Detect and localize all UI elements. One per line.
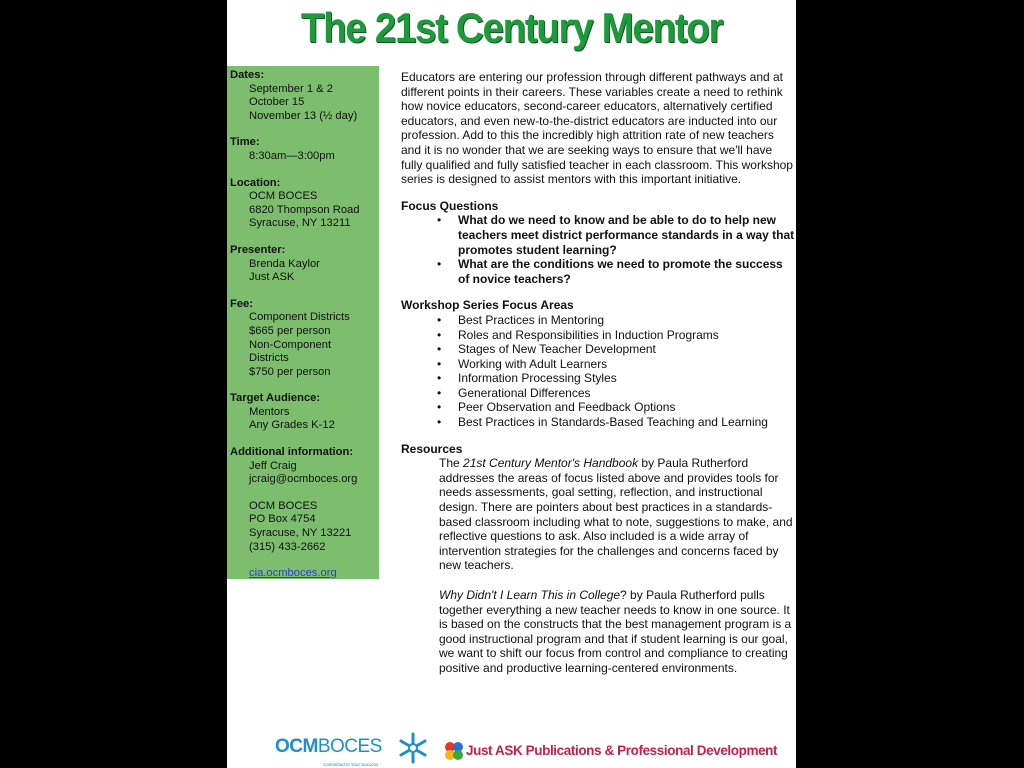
time-value: 8:30am—3:00pm <box>249 149 335 162</box>
resource-text: ? by Paula Rutherford pulls together everything a new teacher needs to know in one source. It is based on the constructs that the best management program is a good instructional program and that if student learning is our goal, we want to shift our focus from control and compliance to creating positive and productive learning-centered environments. <box>439 588 792 675</box>
address-line: Syracuse, NY 13221 <box>249 527 352 540</box>
contact-name: Jeff Craig <box>249 459 297 472</box>
location-value: Syracuse, NY 13211 <box>249 217 351 230</box>
resource-title: 21st Century Mentor's Handbook <box>463 456 639 471</box>
location-value: OCM BOCES <box>249 190 318 203</box>
fee-value: Districts <box>249 352 289 365</box>
just-ask-wordmark: Just ASK Publications & Professional Development <box>466 743 778 758</box>
resource-text: by Paula Rutherford addresses the areas of focus listed above and provides tools for needs assessments, goal setting, reflection, and instructional design. There are pointers about best practices in a standards-based classroom including what to note, suggestions to make, and reflective questions to ask. Also included is a wide array of intervention strategies for the challenges and concerns faced by new teachers. <box>439 456 793 573</box>
page-title: The 21st Century Mentor <box>300 4 723 51</box>
location-section <box>230 177 379 231</box>
address-line: OCM BOCES <box>249 499 318 512</box>
info-sidebar <box>227 66 379 579</box>
resources-heading: Resources <box>401 441 463 456</box>
dates-label: Dates: <box>230 69 265 81</box>
focus-area-item: • Peer Observation and Feedback Options <box>401 400 795 415</box>
focus-area-item: • Generational Differences <box>401 386 795 401</box>
fee-section <box>230 298 379 380</box>
focus-questions-list <box>401 213 795 286</box>
footer-logos <box>227 728 796 768</box>
fee-value: $750 per person <box>249 365 331 378</box>
presenter-value: Just ASK <box>249 271 295 284</box>
focus-area-item: • Best Practices in Standards-Based Teaching and Learning <box>401 415 795 430</box>
audience-section <box>230 392 379 433</box>
presenter-value: Brenda Kaylor <box>249 257 320 270</box>
ocm-logo-light: BOCES <box>317 736 382 757</box>
focus-area-item: • Information Processing Styles <box>401 371 795 386</box>
location-value: 6820 Thompson Road <box>249 203 360 216</box>
resource-college <box>439 588 795 676</box>
focus-question: • What are the conditions we need to promote the success of novice teachers? <box>401 257 795 286</box>
intro-paragraph: Educators are entering our profession through different pathways and at different points in their careers. These variables create a need to rethink how novice educators, second-career educators, alternatively certified educators, and even new-to-the-district educators are inducted into our profession. Add to this the incredibly high attrition rate of new teachers and it is no wonder that we are seeking ways to ensure that we'll have fully qualified and fully satisfied teacher in each classroom. This workshop series is designed to assist mentors with this important initiative. <box>401 70 793 187</box>
resource-text: The <box>439 456 464 471</box>
focus-areas-heading: Workshop Series Focus Areas <box>401 298 574 313</box>
fee-value: Non-Component <box>249 338 332 351</box>
contact-email: jcraig@ocmboces.org <box>249 473 358 486</box>
ocm-tagline: Committed to Your Success <box>323 762 379 767</box>
snowflake-icon <box>397 732 429 764</box>
audience-value: Any Grades K-12 <box>249 419 335 432</box>
resources-body <box>401 456 795 675</box>
dates-section <box>230 69 379 123</box>
focus-area-item: • Stages of New Teacher Development <box>401 342 795 357</box>
focus-areas-list <box>401 313 795 430</box>
time-section <box>230 136 379 163</box>
focus-area-item: • Roles and Responsibilities in Induction Programs <box>401 328 795 343</box>
focus-area-item: • Best Practices in Mentoring <box>401 313 795 328</box>
audience-value: Mentors <box>249 405 290 418</box>
main-content <box>401 70 795 676</box>
address-line: PO Box 4754 <box>249 513 316 526</box>
audience-label: Target Audience: <box>230 392 321 405</box>
just-ask-logo-icon <box>444 741 464 761</box>
focus-questions-heading: Focus Questions <box>401 198 499 213</box>
date-value: October 15 <box>249 96 305 109</box>
flyer-page <box>227 0 796 768</box>
fee-value: Component Districts <box>249 311 350 324</box>
presenter-section <box>230 244 379 285</box>
presenter-label: Presenter: <box>230 243 286 256</box>
focus-question: • What do we need to know and be able to do to help new teachers meet district performance standards in a way that promotes student learning? <box>401 213 795 257</box>
resource-title: Why Didn't I Learn This in College <box>439 588 621 602</box>
focus-area-item: • Working with Adult Learners <box>401 357 795 372</box>
resource-handbook <box>439 456 795 573</box>
additional-label: Additional information: <box>230 446 354 459</box>
location-label: Location: <box>230 176 281 189</box>
phone-number: (315) 433-2662 <box>249 540 326 553</box>
date-value: November 13 (½ day) <box>249 109 358 122</box>
ocm-boces-logo <box>275 736 382 758</box>
date-value: September 1 & 2 <box>249 82 333 95</box>
fee-value: $665 per person <box>249 324 331 337</box>
time-label: Time: <box>230 136 260 149</box>
additional-section <box>230 446 379 581</box>
ocm-logo-bold: OCM <box>275 736 318 757</box>
website-link[interactable]: cia.ocmboces.org <box>249 567 337 580</box>
fee-label: Fee: <box>230 297 254 310</box>
